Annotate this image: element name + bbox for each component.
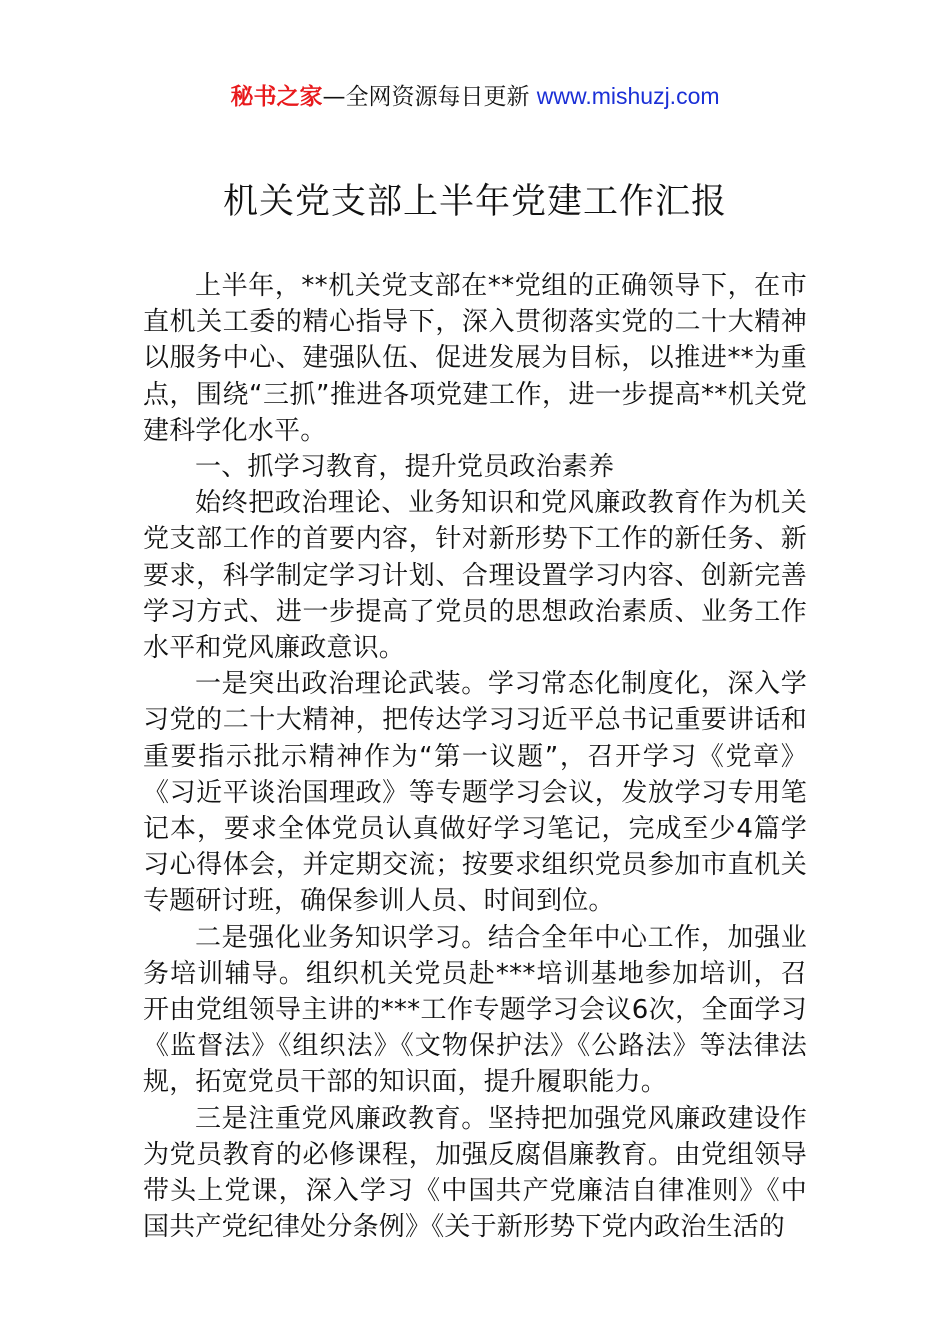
document-title: 机关党支部上半年党建工作汇报 <box>222 182 727 222</box>
banner-slogan: —全网资源每日更新 <box>322 84 537 110</box>
paragraph-integrity-education: 三是注重党风廉政教育。坚持把加强党风廉政建设作为党员教育的必修课程，加强反腐倡廉教育。由党组领导带头上党课，深入学习《中国共产党廉洁自律准则》《中国共产党纪律处分条例》《关于新形势下党内政治生活的 <box>143 1103 807 1243</box>
site-banner <box>0 80 950 113</box>
paragraph-section-1-summary: 始终把政治理论、业务知识和党风廉政教育作为机关党支部工作的首要内容，针对新形势下工作的新任务、新要求，科学制定学习计划、合理设置学习内容、创新完善学习方式、进一步提高了党员的思想政治素质、业务工作水平和党风廉政意识。 <box>143 488 807 664</box>
brand-name: 秘书之家 <box>230 84 323 110</box>
document-body <box>143 268 807 1245</box>
paragraph-business-knowledge: 二是强化业务知识学习。结合全年中心工作，加强业务培训辅导。组织机关党员赴***培训基地参加培训，召开由党组领导主讲的***工作专题学习会议6次，全面学习《监督法》《组织法》《文物保护法》《公路法》等法律法规，拓宽党员干部的知识面，提升履职能力。 <box>143 922 807 1098</box>
paragraph-intro: 上半年，**机关党支部在**党组的正确领导下，在市直机关工委的精心指导下，深入贯彻落实党的二十大精神以服务中心、建强队伍、促进发展为目标，以推进**为重点，围绕“三抓”推进各项党建工作，进一步提高**机关党建科学化水平。 <box>143 271 807 446</box>
paragraph-political-theory: 一是突出政治理论武装。学习常态化制度化，深入学习党的二十大精神，把传达学习习近平总书记重要讲话和重要指示批示精神作为“第一议题”，召开学习《党章》《习近平谈治国理政》等专题学习会议，发放学习专用笔记本，要求全体党员认真做好学习笔记，完成至少4篇学习心得体会，并定期交流；按要求组织党员参加市直机关专题研讨班，确保参训人员、时间到位。 <box>143 669 807 917</box>
section-heading-1: 一、抓学习教育，提升党员政治素养 <box>195 452 615 483</box>
site-url-link[interactable]: www.mishuzj.com <box>536 83 720 109</box>
